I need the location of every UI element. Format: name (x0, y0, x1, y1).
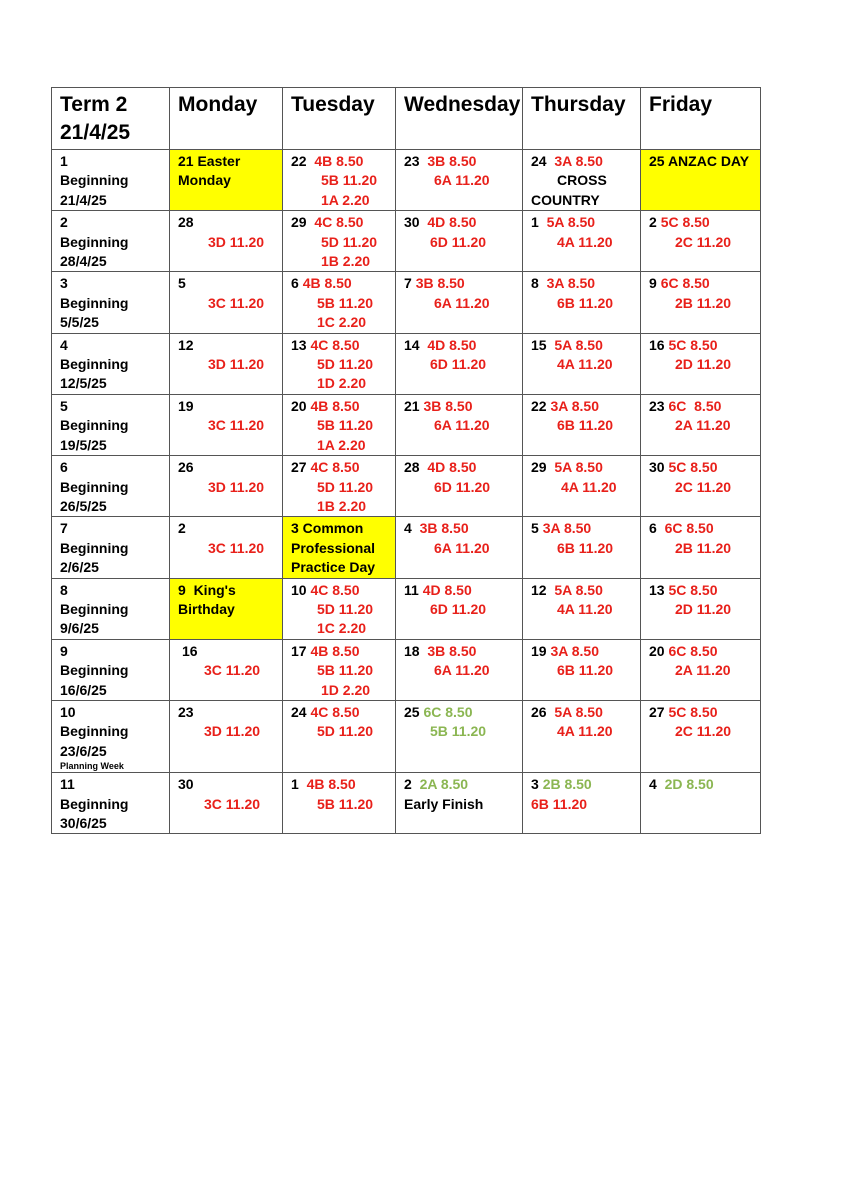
class-session: 2A 11.20 (675, 662, 731, 679)
holiday-title-cont: Monday (178, 172, 231, 189)
week-row (52, 639, 761, 700)
day-cell (170, 517, 283, 578)
day-number: 4 (404, 520, 412, 537)
week-cell (52, 517, 170, 578)
class-session: 3B 8.50 (415, 275, 465, 292)
day-number: 7 (404, 275, 412, 292)
class-session: 2D 11.20 (675, 600, 732, 617)
week-date: 21/4/25 (60, 191, 107, 208)
day-cell (396, 272, 523, 333)
holiday-title-cont: Professional (291, 539, 376, 556)
holiday-title: 3 Common (291, 520, 364, 537)
day-number: 2 (404, 776, 412, 793)
class-session: 6B 11.20 (557, 294, 614, 311)
week-row (52, 150, 761, 211)
class-session: 4D 8.50 (422, 581, 472, 598)
day-cell (641, 333, 761, 394)
day-cell (396, 394, 523, 455)
day-number: 28 (178, 214, 194, 231)
day-number: 27 (291, 459, 307, 476)
early-finish-label: Early Finish (404, 795, 484, 812)
day-cell (523, 578, 641, 639)
day-cell (523, 150, 641, 211)
class-session: 4A 11.20 (557, 600, 613, 617)
day-cell (170, 773, 283, 834)
day-number: 26 (178, 459, 194, 476)
day-number: 10 (291, 581, 307, 598)
class-session: 6B 11.20 (557, 417, 614, 434)
day-cell (170, 333, 283, 394)
class-session: 5D 11.20 (317, 723, 374, 740)
day-number: 30 (404, 214, 420, 231)
class-session: 4B 8.50 (310, 642, 360, 659)
week-number: 11 (60, 776, 75, 793)
week-label: Beginning (60, 539, 129, 556)
class-session: 2C 11.20 (675, 478, 732, 495)
day-cell (283, 211, 396, 272)
day-number: 12 (178, 336, 194, 353)
day-cell (283, 773, 396, 834)
class-session: 3C 11.20 (208, 417, 265, 434)
class-session: 5C 8.50 (660, 214, 710, 231)
class-session: 1C 2.20 (317, 620, 367, 637)
term-timetable (51, 87, 761, 834)
class-session: 5A 8.50 (546, 214, 596, 231)
day-number: 5 (178, 275, 186, 292)
class-session: 3B 8.50 (423, 397, 473, 414)
class-session: 6C 8.50 (668, 642, 718, 659)
class-session: 4A 11.20 (557, 356, 613, 373)
class-session: 5A 8.50 (554, 459, 603, 476)
week-number: 3 (60, 275, 68, 292)
class-session: 3D 11.20 (208, 356, 265, 373)
class-session: 5B 11.20 (430, 723, 487, 740)
class-session: 2D 8.50 (664, 776, 714, 793)
day-number: 16 (182, 642, 198, 659)
day-number: 2 (649, 214, 657, 231)
day-number: 30 (649, 459, 665, 476)
day-number: 23 (649, 397, 665, 414)
day-number: 19 (178, 397, 194, 414)
class-session: 3D 11.20 (204, 723, 261, 740)
holiday-cell (641, 150, 761, 211)
day-header-thursday: Thursday (523, 88, 641, 150)
class-session: 3C 11.20 (204, 662, 261, 679)
class-session: 3D 11.20 (208, 233, 265, 250)
week-label: Beginning (60, 233, 129, 250)
day-cell (523, 517, 641, 578)
planning-week-note: Planning Week (60, 761, 124, 772)
day-cell (396, 578, 523, 639)
class-session: 3C 11.20 (208, 294, 265, 311)
week-date: 5/5/25 (60, 314, 99, 331)
class-session: 3A 8.50 (554, 153, 603, 169)
class-session: 3A 8.50 (542, 520, 592, 537)
week-cell (52, 639, 170, 700)
week-label: Beginning (60, 417, 129, 434)
week-label: Beginning (60, 723, 129, 740)
holiday-title-cont: Practice Day (291, 559, 376, 576)
class-session: 5D 11.20 (317, 600, 374, 617)
class-session: 4B 8.50 (310, 397, 360, 414)
day-cell (283, 272, 396, 333)
week-date: 2/6/25 (60, 559, 99, 576)
day-cell (641, 773, 761, 834)
class-session: 4C 8.50 (310, 336, 360, 353)
week-label: Beginning (60, 795, 129, 812)
day-cell (523, 272, 641, 333)
day-cell (641, 394, 761, 455)
holiday-title: 25 ANZAC DAY (649, 153, 750, 169)
class-session: 3C 11.20 (204, 795, 261, 812)
term-header-cell (52, 88, 170, 150)
day-number: 6 (649, 520, 657, 537)
class-session: 1A 2.20 (317, 436, 366, 453)
class-session: 5C 8.50 (668, 459, 718, 476)
class-session: 4C 8.50 (314, 214, 364, 231)
class-session: 6B 11.20 (531, 795, 588, 812)
class-session: 2C 11.20 (675, 723, 732, 740)
class-session: 6D 11.20 (430, 233, 487, 250)
day-number: 17 (291, 642, 307, 659)
week-row (52, 272, 761, 333)
day-number: 6 (291, 275, 299, 292)
class-session: 3A 8.50 (546, 275, 596, 292)
day-cell (641, 211, 761, 272)
week-label: Beginning (60, 172, 129, 189)
day-cell (641, 517, 761, 578)
week-date: 28/4/25 (60, 253, 107, 270)
class-session: 1B 2.20 (321, 253, 371, 270)
week-number: 7 (60, 520, 68, 537)
week-number: 9 (60, 642, 68, 659)
event-label-cont: COUNTRY (531, 191, 600, 208)
week-date: 16/6/25 (60, 681, 107, 698)
day-cell (523, 700, 641, 772)
day-number: 26 (531, 703, 547, 720)
day-header-friday: Friday (641, 88, 761, 150)
day-number: 4 (649, 776, 657, 793)
class-session: 3C 11.20 (208, 539, 265, 556)
day-number: 25 (404, 703, 420, 720)
day-cell (523, 211, 641, 272)
class-session: 2B 11.20 (675, 294, 732, 311)
class-session: 5B 11.20 (317, 417, 374, 434)
day-number: 30 (178, 776, 194, 793)
day-cell (396, 333, 523, 394)
class-session: 4D 8.50 (427, 459, 477, 476)
class-session: 2C 11.20 (675, 233, 732, 250)
class-session: 3B 8.50 (427, 642, 477, 659)
week-row (52, 700, 761, 772)
class-session: 1C 2.20 (317, 314, 367, 331)
week-label: Beginning (60, 600, 129, 617)
class-session: 5A 8.50 (554, 581, 603, 598)
week-date: 26/5/25 (60, 497, 107, 514)
holiday-cell (170, 578, 283, 639)
day-cell (523, 456, 641, 517)
class-session: 3B 8.50 (419, 520, 469, 537)
day-cell (523, 394, 641, 455)
week-row (52, 394, 761, 455)
day-number: 3 (531, 776, 539, 793)
class-session: 5A 8.50 (554, 336, 603, 353)
holiday-cell (170, 150, 283, 211)
day-cell (396, 456, 523, 517)
week-number: 2 (60, 214, 68, 231)
day-cell (170, 639, 283, 700)
class-session: 1D 2.20 (321, 681, 371, 698)
class-session: 6A 11.20 (434, 662, 490, 679)
term-start-date: 21/4/25 (60, 121, 131, 144)
day-cell (283, 639, 396, 700)
class-session: 6A 11.20 (434, 539, 490, 556)
class-session: 6D 11.20 (430, 600, 487, 617)
week-row (52, 578, 761, 639)
week-number: 4 (60, 336, 68, 353)
day-number: 22 (291, 153, 307, 169)
week-row (52, 333, 761, 394)
class-session: 4A 11.20 (561, 478, 617, 495)
class-session: 5D 11.20 (317, 478, 374, 495)
class-session: 3A 8.50 (550, 642, 599, 659)
class-session: 5C 8.50 (668, 336, 718, 353)
day-cell (170, 456, 283, 517)
day-cell (283, 578, 396, 639)
class-session: 5B 11.20 (317, 294, 374, 311)
day-cell (283, 150, 396, 211)
class-session: 6A 11.20 (434, 172, 490, 189)
class-session: 5B 11.20 (317, 662, 374, 679)
day-number: 9 (649, 275, 657, 292)
week-cell (52, 578, 170, 639)
class-session: 4A 11.20 (557, 723, 613, 740)
day-cell (396, 211, 523, 272)
class-session: 6D 11.20 (430, 356, 487, 373)
week-row (52, 517, 761, 578)
day-number: 2 (178, 520, 186, 537)
week-row (52, 773, 761, 834)
week-cell (52, 150, 170, 211)
class-session: 4B 8.50 (302, 275, 352, 292)
day-number: 1 (291, 776, 299, 793)
day-cell (396, 773, 523, 834)
class-session: 3D 11.20 (208, 478, 265, 495)
week-cell (52, 333, 170, 394)
class-session: 6C 8.50 (660, 275, 710, 292)
day-number: 20 (649, 642, 665, 659)
week-date: 12/5/25 (60, 375, 107, 392)
day-number: 22 (531, 397, 547, 414)
day-cell (170, 394, 283, 455)
week-number: 10 (60, 703, 76, 720)
week-row (52, 456, 761, 517)
day-cell (641, 578, 761, 639)
day-cell (283, 394, 396, 455)
class-session: 4D 8.50 (427, 214, 477, 231)
week-date: 30/6/25 (60, 815, 107, 831)
class-session: 6C 8.50 (668, 397, 722, 414)
day-number: 5 (531, 520, 539, 537)
week-label: Beginning (60, 662, 129, 679)
day-cell (523, 773, 641, 834)
day-number: 16 (649, 336, 665, 353)
class-session: 6B 11.20 (557, 662, 614, 679)
class-session: 6A 11.20 (434, 417, 490, 434)
day-number: 27 (649, 703, 665, 720)
holiday-cell (283, 517, 396, 578)
day-number: 29 (531, 459, 547, 476)
day-number: 20 (291, 397, 307, 414)
day-number: 23 (178, 703, 194, 720)
class-session: 2D 11.20 (675, 356, 732, 373)
holiday-title: 21 Easter (178, 153, 241, 169)
class-session: 4B 8.50 (306, 776, 356, 793)
class-session: 5B 11.20 (317, 795, 374, 812)
class-session: 4C 8.50 (310, 581, 360, 598)
day-cell (641, 272, 761, 333)
day-number: 1 (531, 214, 539, 231)
week-cell (52, 700, 170, 772)
week-date: 9/6/25 (60, 620, 99, 637)
week-cell (52, 456, 170, 517)
day-number: 11 (404, 581, 419, 598)
class-session: 3A 8.50 (550, 397, 599, 414)
day-number: 19 (531, 642, 547, 659)
class-session: 1A 2.20 (321, 191, 370, 208)
day-number: 24 (291, 703, 307, 720)
class-session: 3B 8.50 (427, 153, 477, 169)
day-header-monday: Monday (170, 88, 283, 150)
week-row (52, 211, 761, 272)
day-number: 29 (291, 214, 307, 231)
term-title: Term 2 (60, 93, 128, 116)
class-session: 4D 8.50 (427, 336, 477, 353)
class-session: 6B 11.20 (557, 539, 614, 556)
day-header-wednesday: Wednesday (396, 88, 523, 150)
class-session: 2A 11.20 (675, 417, 731, 434)
day-cell (396, 639, 523, 700)
day-cell (283, 700, 396, 772)
day-number: 23 (404, 153, 420, 169)
class-session: 5D 11.20 (321, 233, 378, 250)
day-cell (170, 272, 283, 333)
day-number: 24 (531, 153, 547, 169)
day-cell (523, 639, 641, 700)
day-number: 21 (404, 397, 420, 414)
week-number: 1 (60, 153, 68, 169)
class-session: 2B 8.50 (542, 776, 592, 793)
day-cell (283, 456, 396, 517)
day-cell (396, 150, 523, 211)
class-session: 1D 2.20 (317, 375, 367, 392)
day-number: 12 (531, 581, 547, 598)
class-session: 4C 8.50 (310, 459, 360, 476)
holiday-title-cont: Birthday (178, 600, 235, 617)
week-cell (52, 211, 170, 272)
week-number: 6 (60, 459, 68, 476)
day-cell (641, 456, 761, 517)
week-label: Beginning (60, 478, 129, 495)
class-session: 4C 8.50 (310, 703, 360, 720)
day-cell (283, 333, 396, 394)
week-number: 8 (60, 581, 68, 598)
day-number: 13 (291, 336, 307, 353)
week-date: 19/5/25 (60, 436, 107, 453)
week-cell (52, 272, 170, 333)
week-cell (52, 394, 170, 455)
day-cell (170, 211, 283, 272)
class-session: 5D 11.20 (317, 356, 374, 373)
day-number: 14 (404, 336, 420, 353)
class-session: 5B 11.20 (321, 172, 378, 189)
day-number: 28 (404, 459, 420, 476)
day-number: 8 (531, 275, 539, 292)
class-session: 2A 8.50 (419, 776, 469, 793)
class-session: 6A 11.20 (434, 294, 490, 311)
week-number: 5 (60, 397, 68, 414)
day-number: 18 (404, 642, 420, 659)
day-cell (396, 700, 523, 772)
day-cell (641, 700, 761, 772)
week-label: Beginning (60, 356, 129, 373)
day-cell (170, 700, 283, 772)
day-cell (641, 639, 761, 700)
day-cell (396, 517, 523, 578)
day-header-tuesday: Tuesday (283, 88, 396, 150)
week-cell (52, 773, 170, 834)
day-number: 15 (531, 336, 547, 353)
class-session: 6C 8.50 (664, 520, 714, 537)
class-session: 5C 8.50 (668, 703, 718, 720)
header-row (52, 88, 761, 150)
event-label: CROSS (557, 172, 607, 189)
class-session: 2B 11.20 (675, 539, 732, 556)
class-session: 4A 11.20 (557, 233, 613, 250)
class-session: 6D 11.20 (434, 478, 491, 495)
holiday-title: 9 King's (178, 581, 236, 598)
day-cell (523, 333, 641, 394)
class-session: 5C 8.50 (668, 581, 718, 598)
week-label: Beginning (60, 294, 129, 311)
day-number: 13 (649, 581, 665, 598)
week-date: 23/6/25 (60, 742, 107, 759)
class-session: 6C 8.50 (423, 703, 473, 720)
class-session: 4B 8.50 (314, 153, 364, 169)
class-session: 1B 2.20 (317, 497, 367, 514)
class-session: 5A 8.50 (554, 703, 603, 720)
